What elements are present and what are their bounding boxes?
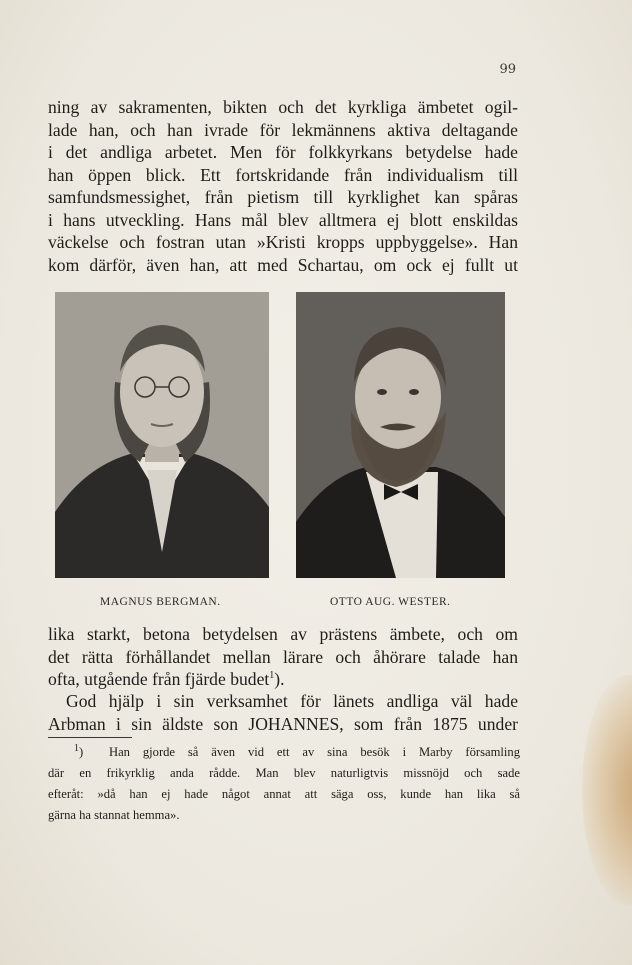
footnote-line: där en frikyrklig anda rådde. Man blev naturligtvis missnöjd och sade [48,766,520,780]
paragraph-line: väckelse och fostran utan »Kristi kropps uppbyggelse». Han [48,232,518,252]
paragraph-line: God hjälp i sin verksamhet för länets andliga väl hade [66,691,518,711]
paragraph-line: i det andliga arbetet. Men för folkkyrkans betydelse hade [48,142,518,162]
paragraph-line: ning av sakramenten, bikten och det kyrkliga ämbetet ogil- [48,97,518,117]
footnote-line: efteråt: »då han ej hade något annat att säga oss, kunde han lika så [48,787,520,801]
footnote [48,742,520,826]
portrait-illustration [55,292,269,578]
paragraph-line: han öppen blick. Ett fortskridande från individualism till [48,164,518,185]
paragraph-line-tail: ). [274,669,285,689]
page-number: 99 [499,62,516,77]
footnote-marker-suffix: ) [79,745,84,759]
footnote-line: gärna ha stannat hemma». [48,808,180,822]
paragraph-line: i hans utveckling. Hans mål blev alltmera ej blott enskildas [48,209,518,230]
caption-right: OTTO AUG. WESTER. [330,596,451,608]
footnote-divider [48,737,132,738]
footnote-marker: 1 [74,742,79,754]
footnote-line [48,742,520,763]
paragraph-line: kom därför, även han, att med Schartau, om ock ej fullt ut [48,254,518,275]
paragraph-line-text: ofta, utgående från fjärde budet [48,669,270,689]
paragraph-2 [48,623,518,691]
footnote-text: Han gjorde så även vid ett av sina besök i Marby församling [108,745,520,759]
footnote-reference[interactable]: 1 [269,670,275,682]
paragraph-line: Arbman i sin äldste son JOHANNES, som från 1875 under [48,713,518,734]
paragraph-line: samfundsmessighet, från pietism till kyrklighet kan spåras [48,187,518,207]
portrait-illustration [296,292,505,578]
caption-left: MAGNUS BERGMAN. [100,596,221,608]
paragraph-line: det rätta förhållandet mellan lärare och åhörare talade han [48,646,518,667]
paper-stain [582,675,632,905]
portrait-magnus-bergman [55,292,269,578]
portrait-otto-wester [296,292,505,578]
paragraph-line: lade han, och han ivrade för lekmännens aktiva deltagande [48,119,518,140]
paragraph-line: lika starkt, betona betydelsen av prästens ämbete, och om [48,624,518,644]
paragraph-1 [48,96,518,276]
paragraph-3 [48,690,518,735]
paragraph-line [48,668,518,691]
